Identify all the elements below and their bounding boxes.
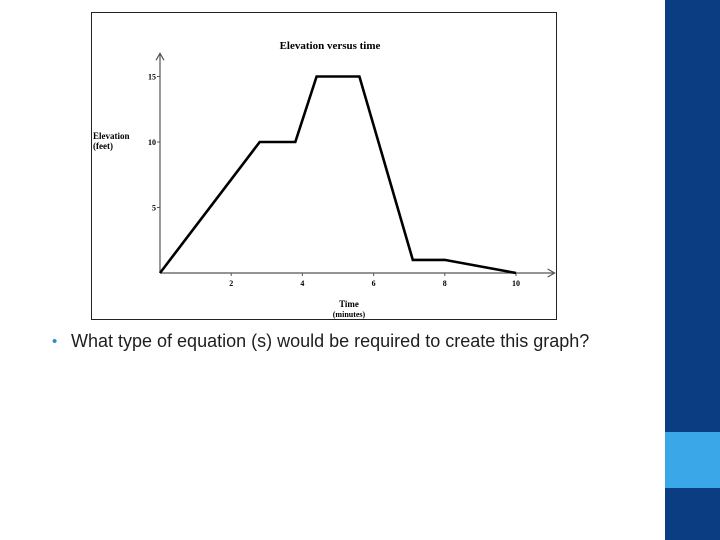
elevation-chart bbox=[92, 13, 558, 321]
y-tick-label: 15 bbox=[148, 72, 156, 82]
side-band-bottom bbox=[665, 488, 720, 540]
x-tick-label: 10 bbox=[512, 279, 520, 288]
x-axis-label-line-2: (minutes) bbox=[332, 310, 366, 319]
side-band-accent bbox=[665, 432, 720, 488]
x-tick-label: 4 bbox=[300, 279, 305, 288]
x-axis-label-line-1: Time bbox=[339, 299, 359, 309]
elevation-series-line bbox=[160, 77, 516, 274]
bullet-marker: • bbox=[52, 333, 58, 350]
y-axis-label-line-1: Elevation bbox=[93, 131, 130, 141]
chart-title: Elevation versus time bbox=[279, 40, 381, 52]
question-bullet bbox=[52, 328, 642, 355]
question-text: What type of equation (s) would be required to create this graph? bbox=[71, 331, 590, 351]
chart-image-frame bbox=[91, 12, 557, 320]
side-band-top bbox=[665, 0, 720, 432]
x-tick-label: 2 bbox=[229, 279, 234, 288]
y-tick-label: 5 bbox=[152, 203, 156, 213]
side-decoration-band bbox=[665, 0, 720, 540]
x-tick-label: 8 bbox=[442, 279, 447, 288]
y-axis-label-line-2: (feet) bbox=[93, 141, 113, 151]
x-tick-label: 6 bbox=[371, 279, 376, 288]
y-tick-label: 10 bbox=[148, 138, 156, 147]
